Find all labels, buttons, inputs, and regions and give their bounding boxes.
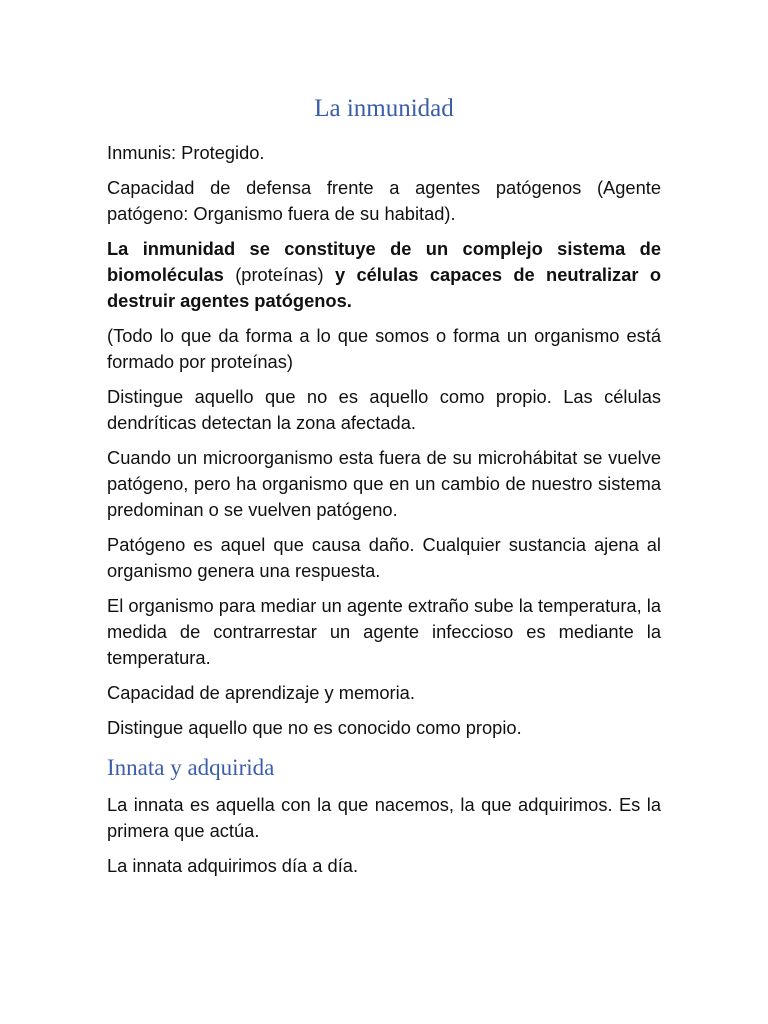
plain-text: (proteínas) bbox=[223, 264, 335, 285]
paragraph-innate-daily: La innata adquirimos día a día. bbox=[107, 855, 359, 876]
document-body bbox=[107, 90, 661, 888]
paragraph-definition: Inmunis: Protegido. bbox=[107, 142, 265, 163]
paragraph-learning: Capacidad de aprendizaje y memoria. bbox=[107, 682, 415, 703]
page-title: La inmunidad bbox=[314, 95, 454, 122]
bold-text: La inmunidad se constituye de un complejo sistema de biomoléculas bbox=[107, 238, 661, 285]
paragraph-microorganism: Cuando un microorganismo esta fuera de su microhábitat se vuelve patógeno, pero ha organismo que en un cambio de nuestro sistema predominan o se vuelven patógeno. bbox=[107, 447, 661, 520]
paragraph-distinguish-known: Distingue aquello que no es conocido como propio. bbox=[107, 717, 522, 738]
paragraph-capacity: Capacidad de defensa frente a agentes patógenos (Agente patógeno: Organismo fuera de su habitad). bbox=[107, 177, 661, 224]
paragraph-proteins: (Todo lo que da forma a lo que somos o forma un organismo está formado por proteínas) bbox=[107, 325, 661, 372]
paragraph-immunity-system bbox=[107, 236, 661, 314]
bold-text: y células capaces de neutralizar o destruir agentes patógenos. bbox=[107, 264, 661, 311]
paragraph-pathogen: Patógeno es aquel que causa daño. Cualquier sustancia ajena al organismo genera una respuesta. bbox=[107, 534, 661, 581]
paragraph-temperature: El organismo para mediar un agente extraño sube la temperatura, la medida de contrarrestar un agente infeccioso es mediante la temperatura. bbox=[107, 595, 661, 668]
paragraph-innate: La innata es aquella con la que nacemos, la que adquirimos. Es la primera que actúa. bbox=[107, 794, 661, 841]
paragraph-distinguish: Distingue aquello que no es aquello como propio. Las células dendríticas detectan la zona afectada. bbox=[107, 386, 661, 433]
section-heading: Innata y adquirida bbox=[107, 755, 275, 780]
